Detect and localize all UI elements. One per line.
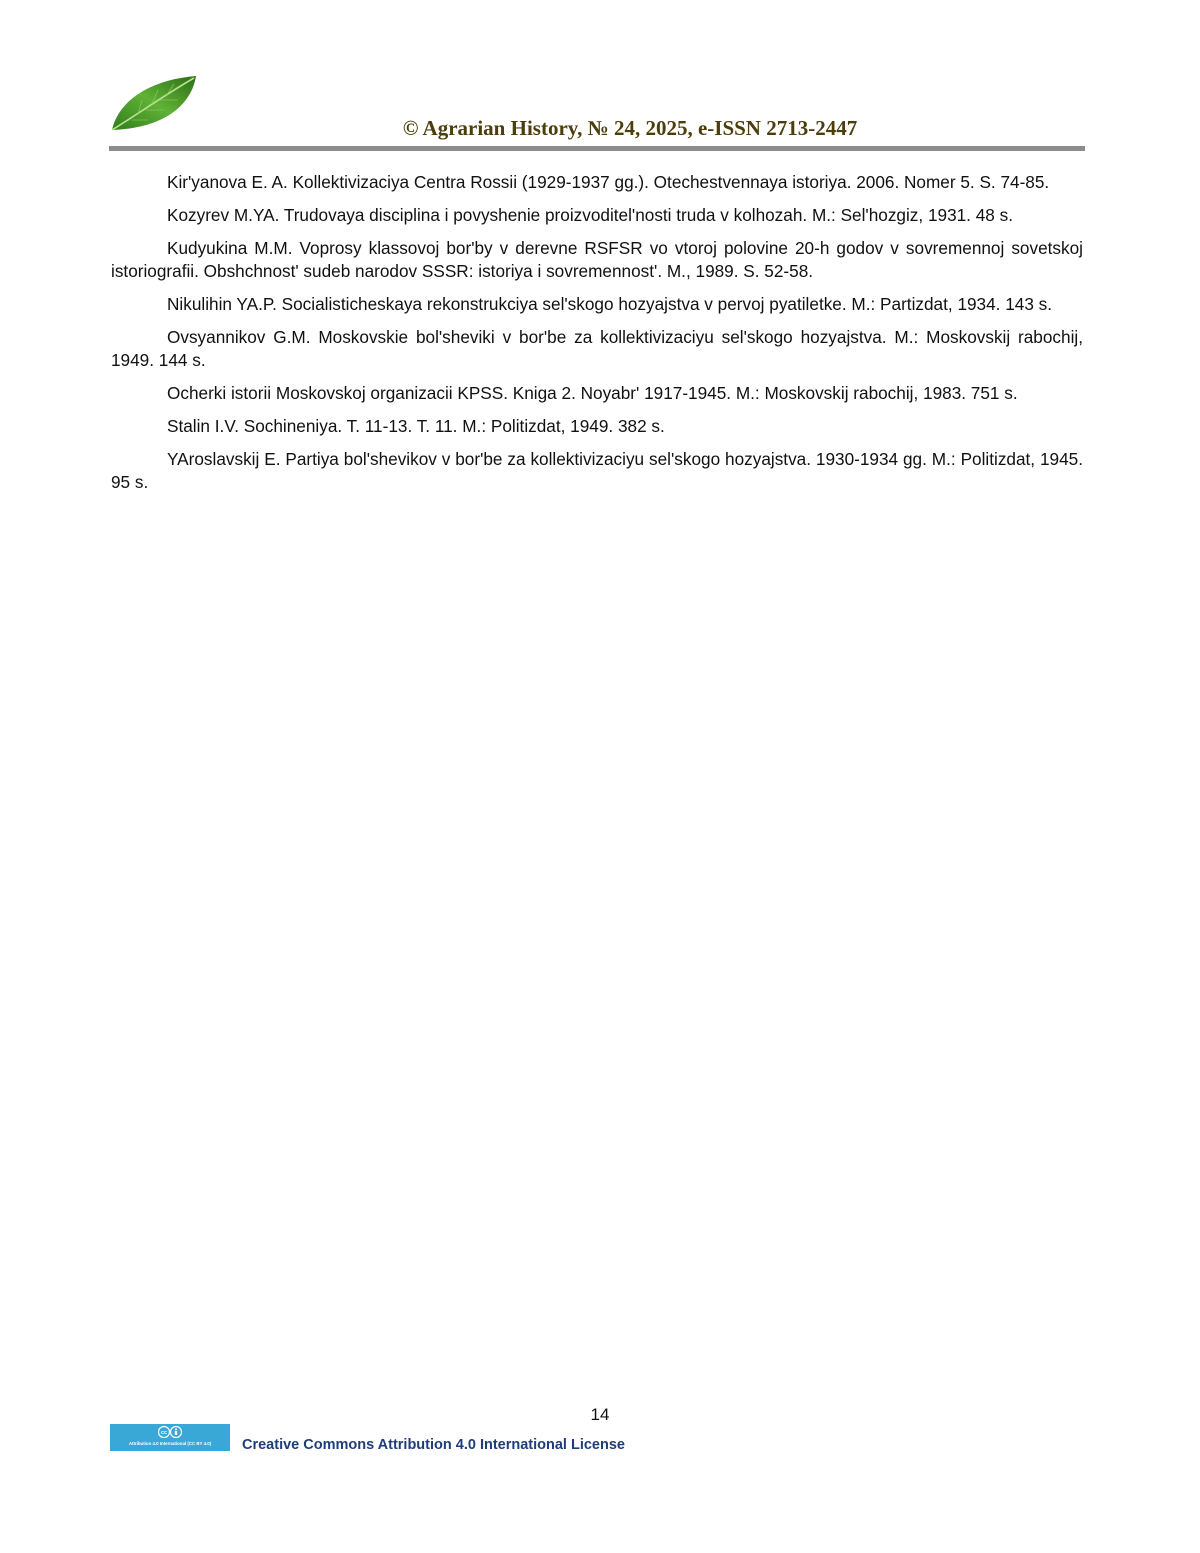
cc-by-icon bbox=[110, 1424, 230, 1441]
reference-item: Ovsyannikov G.M. Moskovskie bol'sheviki v bor'be za kollektivizaciyu sel'skogo hozyajstva. M.: Moskovskij rabochij, 1949. 144 s. bbox=[111, 327, 1083, 370]
reference-item: Stalin I.V. Sochineniya. T. 11-13. T. 11. M.: Politizdat, 1949. 382 s. bbox=[167, 416, 665, 436]
svg-text:cc: cc bbox=[160, 1430, 168, 1437]
reference-item: Kir'yanova E. A. Kollektivizaciya Centra Rossii (1929-1937 gg.). Otechestvennaya istoriya. 2006. Nomer 5. S. 74-85. bbox=[167, 172, 1050, 192]
journal-title: © Agrarian History, № 24, 2025, e-ISSN 2713-2447 bbox=[402, 116, 858, 140]
cc-license-badge[interactable] bbox=[110, 1424, 230, 1451]
reference-item: Kudyukina M.M. Voprosy klassovoj bor'by v derevne RSFSR vo vtoroj polovine 20-h godov v sovremennoj sovetskoj istoriografii. Obshchnost' sudeb narodov SSSR: istoriya i sovremennost'. M., 1989. S. 52-58. bbox=[111, 238, 1083, 281]
page-number: 14 bbox=[590, 1405, 610, 1424]
license-link[interactable]: Creative Commons Attribution 4.0 International License bbox=[242, 1437, 625, 1453]
reference-item: YAroslavskij E. Partiya bol'shevikov v bor'be za kollektivizaciyu sel'skogo hozyajstva. 1930-1934 gg. M.: Politizdat, 1945. 95 s. bbox=[111, 449, 1083, 492]
cc-badge-text: Attribution 4.0 International (CC BY 4.0) bbox=[128, 1441, 212, 1446]
reference-item: Nikulihin YA.P. Socialisticheskaya rekonstrukciya sel'skogo hozyajstva v pervoj pyatiletke. M.: Partizdat, 1934. 143 s. bbox=[167, 294, 1053, 314]
leaf-icon bbox=[108, 72, 200, 134]
reference-item: Kozyrev M.YA. Trudovaya disciplina i povyshenie proizvoditel'nosti truda v kolhozah. M.: Sel'hozgiz, 1931. 48 s. bbox=[167, 205, 1013, 225]
references-list bbox=[111, 171, 1083, 504]
reference-item: Ocherki istorii Moskovskoj organizacii KPSS. Kniga 2. Noyabr' 1917-1945. M.: Moskovskij rabochij, 1983. 751 s. bbox=[167, 383, 1018, 403]
header-divider bbox=[109, 146, 1085, 151]
